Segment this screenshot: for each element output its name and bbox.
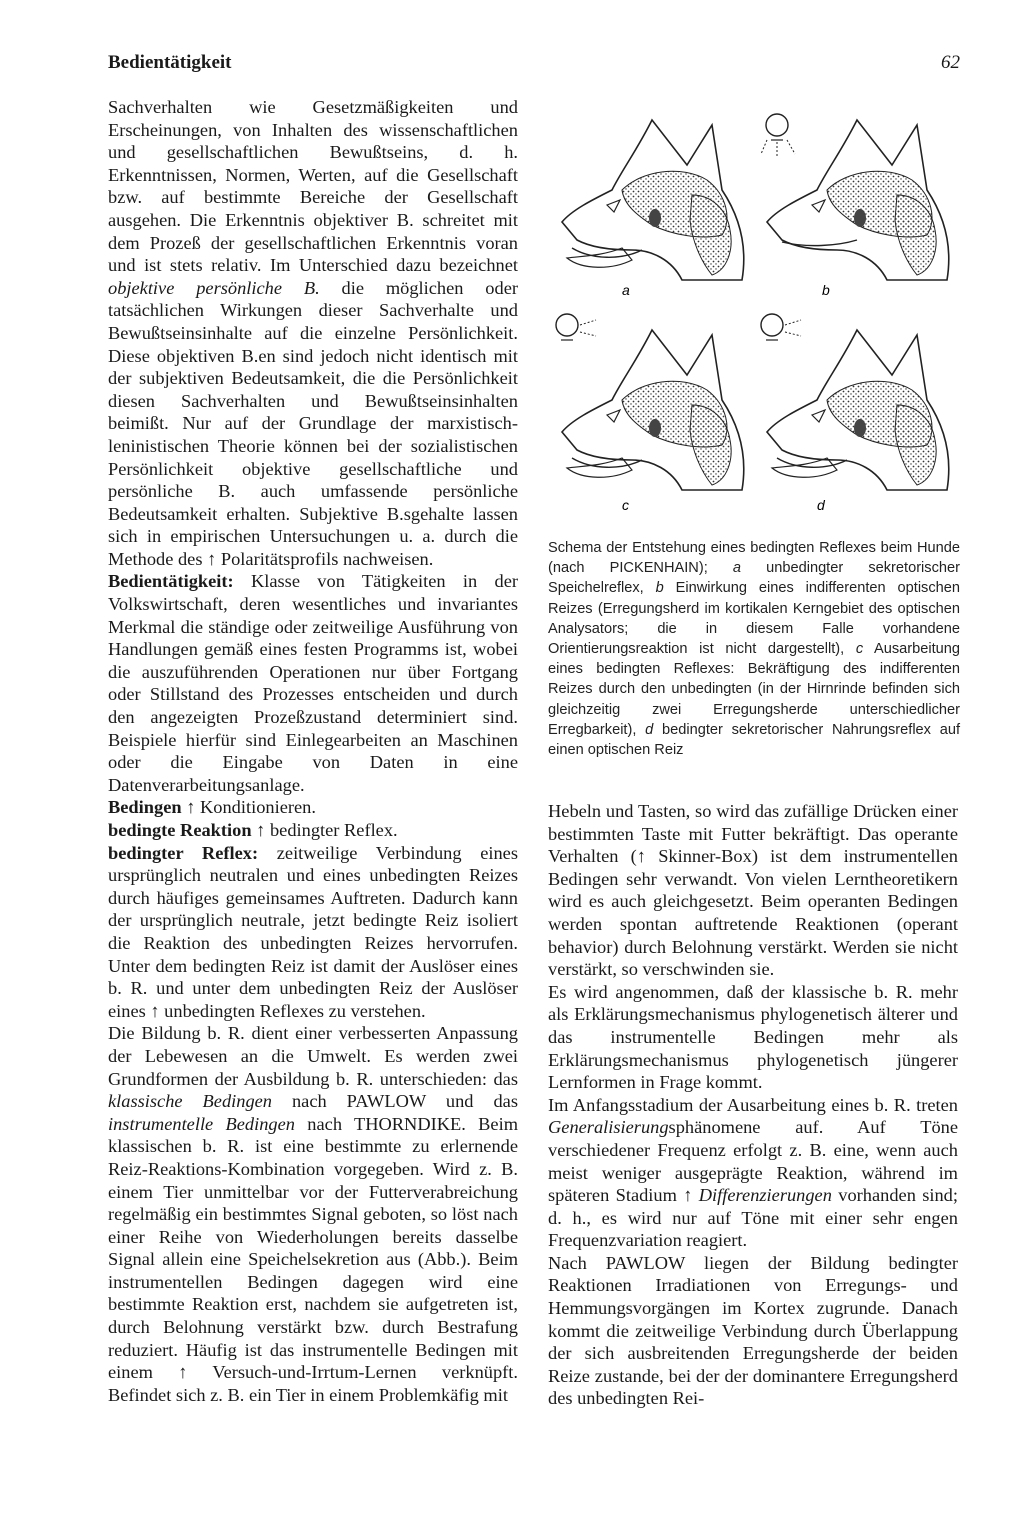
- left-column: [108, 96, 518, 1406]
- entry-term: bedingter Reflex:: [108, 842, 259, 863]
- paragraph: Im Anfangsstadium der Ausarbeitung eines b. R. treten Generalisierungsphänomene auf. Auf Töne verschiedener Frequenz erfolgt z. B. eine, wenn auch meist weniger ausgeprägte Reaktion, während im späteren Stadium ↑ Differenzierungen vorhanden sind; d. h., es wird nur auf Töne mit einer sehr engen Frequenzvariation reagiert.: [548, 1094, 958, 1251]
- entry-term: Bedientätigkeit:: [108, 571, 234, 592]
- panel-label: b: [822, 282, 830, 298]
- entry-bedingte-reaktion: bedingte Reaktion ↑ bedingter Reflex.: [108, 820, 398, 840]
- entry-bedientaetigkeit: Bedientätigkeit: Klasse von Tätigkeiten in der Volkswirtschaft, deren wesentliches und invariantes Merkmal die ständige oder zeitweilige Ausführung von Handlungen gemäß eines festen Programms ist, wobei die auszuführenden Operationen nur über Fortgang oder Stillstand des Prozesses entscheiden und durch den angezeigten Prozeßzustand determiniert sind. Beispiele hierfür sind Einlegearbeiten an Maschinen oder die Eingabe von Daten in eine Datenverarbeitungsanlage.: [108, 571, 518, 795]
- italic-term: klassische Bedingen: [108, 1091, 272, 1112]
- paragraph: Nach PAWLOW liegen der Bildung bedingter Reaktionen Irradiationen von Erregungs- und Hemmungsvorgängen im Kortex zugrunde. Danach kommt die zeitweilige Verbindung durch Überlappung der sich ausbreitenden Erregungsherde der beiden Reize zustande, bei der der dominantere Erregungsherd des unbedingten Rei-: [548, 1252, 958, 1409]
- paragraph: Die Bildung b. R. dient einer verbesserten Anpassung der Lebewesen an die Umwelt. Es werden zwei Grundformen der Ausbildung b. R. unterschieden: das klassische Bedingen nach PAWLOW und das instrumentelle Bedingen nach THORNDIKE. Beim klassischen b. R. ist eine bestimmte zu erlernende Reiz-Reaktions-Kombination vorgegeben. Wird z. B. einem Tier unmittelbar vor der Futterverabreichung regelmäßig ein bestimmtes Signal geboten, so löst nach einer Reihe von Wiederholungen bereits dasselbe Signal allein eine Speichelsekretion aus (Abb.). Beim instrumentellen Bedingen dagegen wird eine bestimmte Reaktion erst, nachdem sie aufgetreten ist, durch Belohnung verstärkt bzw. durch Bestrafung reduziert. Häufig ist das instrumentelle Bedingen mit einem ↑ Versuch-und-Irrtum-Lernen verknüpft. Befindet sich z. B. ein Tier in einem Problemkäfig mit: [108, 1023, 518, 1405]
- panel-label: a: [622, 282, 630, 298]
- running-head-term: Bedientätigkeit: [108, 52, 232, 73]
- panel-label: d: [817, 497, 825, 513]
- entry-bedingen: Bedingen ↑ Konditionieren.: [108, 797, 316, 818]
- italic-term: Generalisierung: [548, 1117, 669, 1138]
- right-column: [548, 800, 958, 1410]
- panel-label: c: [622, 497, 629, 513]
- paragraph: Es wird angenommen, daß der klassische b. R. mehr als Erklärungsmechanismus phylogenetisch älterer und das instrumentelle Bedingen mehr als Erklärungsmechanismus phylogenetisch jüngerer Lernformen in Frage kommt.: [548, 981, 958, 1093]
- entry-term: bedingte Reaktion: [108, 820, 252, 840]
- italic-term: instrumentelle Bedingen: [108, 1113, 295, 1134]
- figure-panel-b: [761, 114, 949, 298]
- page-number: 62: [941, 52, 960, 73]
- lightbulb-icon: [761, 114, 795, 156]
- entry-term: Bedingen: [108, 797, 182, 818]
- lightbulb-icon: [761, 314, 801, 340]
- paragraph: Hebeln und Tasten, so wird das zufällige Drücken einer bestimmten Taste mit Futter bekräftigt. Das operante Verhalten (↑ Skinner-Box) ist dem instrumentellen Bedingen sehr verwandt. Von vielen Lerntheoretikern wird es auch gleichgesetzt. Beim operanten Bedingen werden spontan auftretende Reaktionen (operant behavior) durch Belohnung verstärkt. Werden sie nicht verstärkt, so verschwinden sie.: [548, 801, 958, 980]
- figure-panel-d: [761, 314, 949, 513]
- italic-term: objektive persönliche B.: [108, 277, 320, 298]
- entry-bedingter-reflex: bedingter Reflex: zeitweilige Verbindung eines ursprünglich neutralen und eines unbedingten Reizes durch häufiges gemeinsames Auftreten. Dadurch kann der ursprünglich neutrale, jetzt bedingte Reiz isoliert die Reaktion des unbedingten Reizes hervorrufen. Unter dem bedingten Reiz ist damit der Auslöser eines b. R. und unter dem unbedingten Reiz der Auslöser eines ↑ unbedingten Reflexes zu verstehen.: [108, 842, 518, 1021]
- reflex-figure: [542, 90, 962, 520]
- figure-panel-c: [556, 314, 744, 513]
- figure-panel-a: [562, 120, 744, 298]
- italic-term: Differenzierungen: [698, 1185, 832, 1206]
- paragraph: Sachverhalten wie Gesetzmäßigkeiten und Erscheinungen, von Inhalten des wissenschaftlichen und gesellschaftlichen Bewußtseins, d. h. Erkenntnissen, Normen, Werten, auf die Gesellschaft bzw. auf bestimmte Bereiche der Gesellschaft ausgehen. Die Erkenntnis objektiver B. schreitet mit dem Prozeß der gesellschaftlichen Erkenntnis voran und ist stets relativ. Im Unterschied dazu bezeichnet objektive persönliche B. die möglichen oder tatsächlichen Wirkungen dieser Sachverhalte und Bewußtseinsinhalte auf die einzelne Persönlichkeit. Diese objektiven B.en sind jedoch nicht identisch mit der subjektiven Bedeutsamkeit, die die Persönlichkeit diesen Sachverhalten und Bewußtseinsinhalten beimißt. Nur auf der Grundlage der marxistisch-leninistischen Theorie können bei der sozialistischen Persönlichkeit objektive gesellschaftliche und persönliche B. auch umfassende persönliche Bedeutsamkeit erhalten. Subjektive B.sgehalte lassen sich in empirischen Untersuchungen u. a. durch die Methode des ↑ Polaritätsprofils nachweisen.: [108, 97, 518, 569]
- lightbulb-icon: [556, 314, 596, 340]
- figure-caption: Schema der Entstehung eines bedingten Reflexes beim Hunde (nach PICKENHAIN); a unbedingter sekretorischer Speichelreflex, b Einwirkung eines indifferenten optischen Reizes (Erregungsherd im kortikalen Kerngebiet des optischen Analysators; die in diesem Falle vorhandene Orientierungsreaktion ist nicht dargestellt), c Ausarbeitung eines bedingten Reflexes: Bekräftigung des indifferenten Reizes durch den unbedingten (in der Hirnrinde befinden sich gleichzeitig zwei Erregungsherde unterschiedlicher Erregbarkeit), d bedingter sekretorischer Nahrungsreflex auf einen optischen Reiz: [548, 540, 961, 759]
